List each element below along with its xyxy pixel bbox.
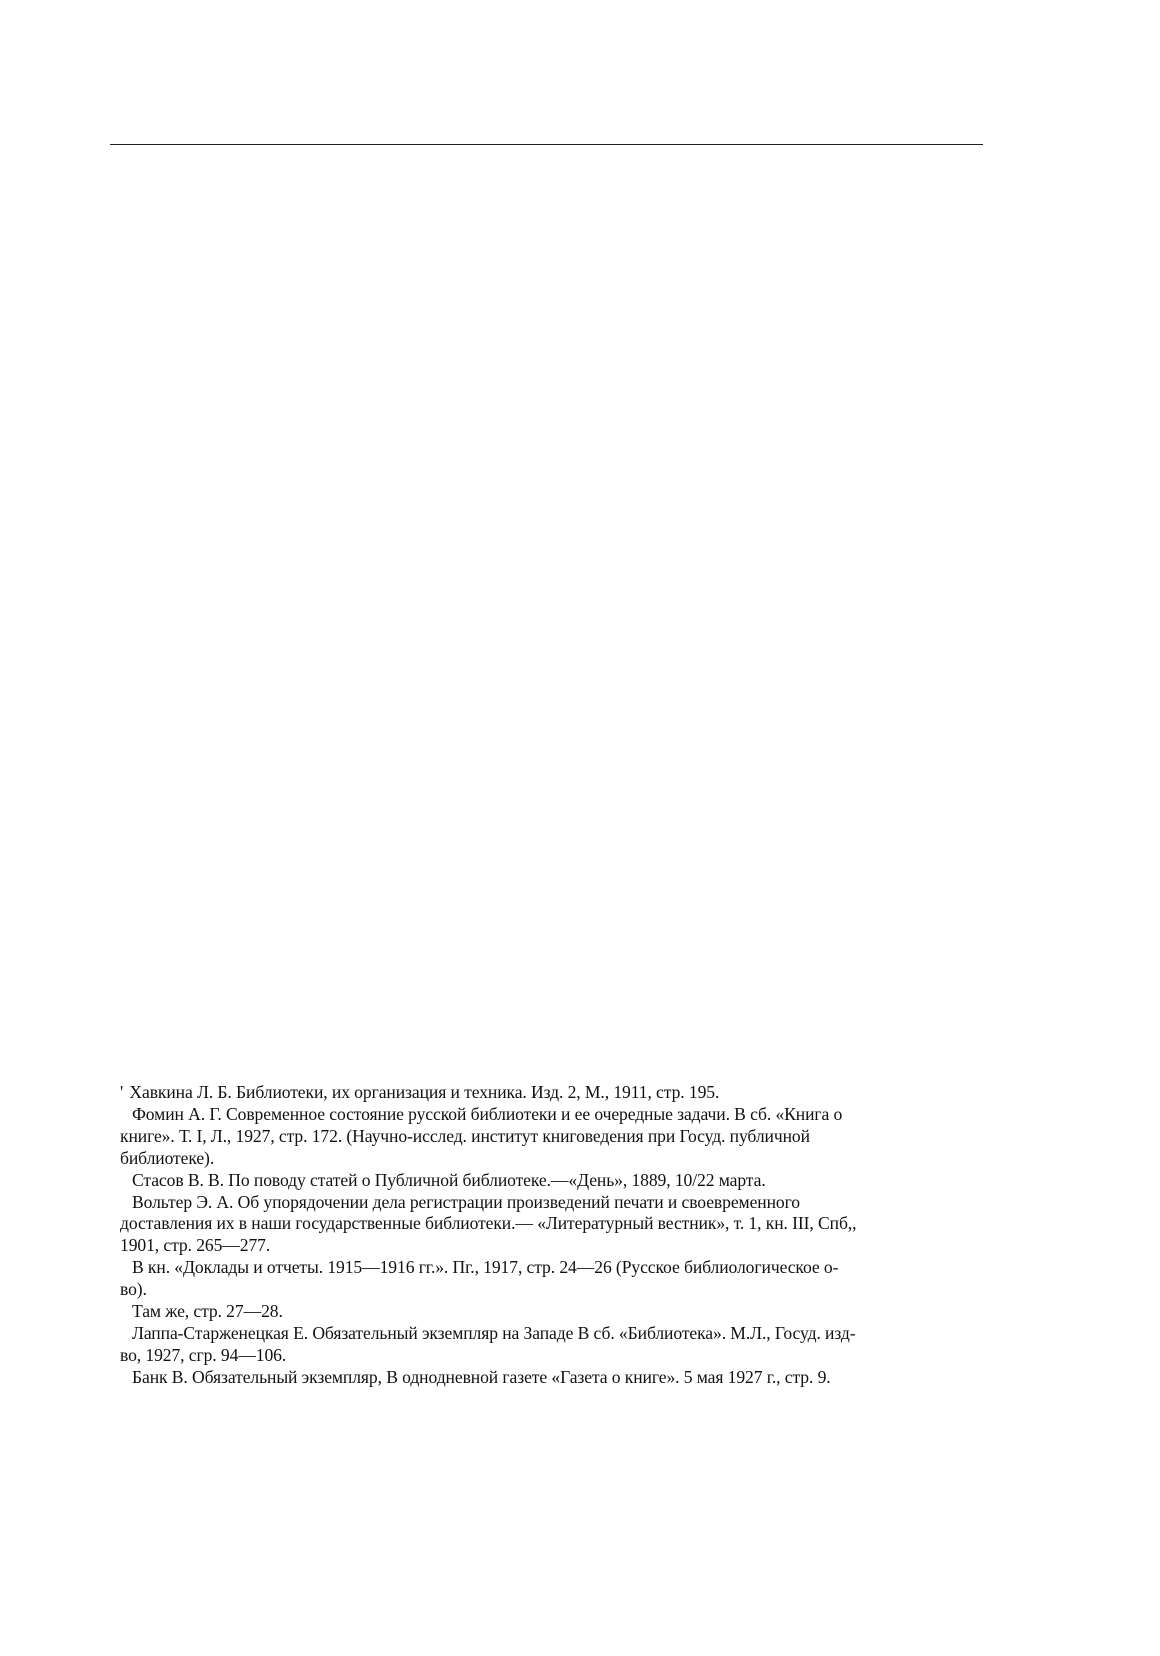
footnote-7 — [120, 1323, 980, 1367]
footnote-6 — [120, 1301, 980, 1323]
footnote-line: Хавкина Л. Б. Библиотеки, их организация и техника. Изд. 2, М., 1911, стр. 195. — [129, 1082, 720, 1102]
footnote-1 — [120, 1082, 980, 1104]
footnote-marker: ' — [120, 1082, 124, 1102]
footnote-line: доставления их в наши государственные библиотеки.— «Литературный вестник», т. 1, кн. III, Спб,, — [120, 1213, 857, 1234]
footnote-line: Лаппа-Старженецкая Е. Обязательный экземпляр на Западе В сб. «Библиотека». М.Л., Госуд. изд- — [132, 1322, 856, 1343]
footnote-5 — [120, 1257, 980, 1301]
footnote-line: во). — [120, 1279, 147, 1300]
footnote-8 — [120, 1367, 980, 1389]
footnote-line: 1901, стр. 265—277. — [120, 1235, 271, 1256]
footnote-2 — [120, 1104, 980, 1170]
footnote-line: Фомин А. Г. Современное состояние русской библиотеки и ее очередные задачи. В сб. «Книга о — [132, 1103, 843, 1124]
footnote-line: Стасов В. В. По поводу статей о Публичной библиотеке.—«День», 1889, 10/22 марта. — [132, 1169, 766, 1190]
footnote-line: Вольтер Э. А. Об упорядочении дела регистрации произведений печати и своевременного — [132, 1191, 800, 1212]
footnote-line: Банк В. Обязательный экземпляр, В однодневной газете «Газета о книге». 5 мая 1927 г., стр. 9. — [132, 1366, 831, 1387]
footnote-line: во, 1927, сгр. 94—106. — [120, 1344, 287, 1365]
footnote-4 — [120, 1192, 980, 1258]
footnote-line: библиотеке). — [120, 1147, 215, 1168]
header-rule — [110, 144, 983, 145]
footnote-line: В кн. «Доклады и отчеты. 1915—1916 гг.». Пг., 1917, стр. 24—26 (Русское библиологическое о- — [132, 1257, 839, 1278]
footnote-line: Там же, стр. 27—28. — [132, 1301, 283, 1322]
footnotes — [120, 1082, 980, 1389]
footnote-line: книге». Т. I, Л., 1927, стр. 172. (Научно-исслед. институт книговедения при Госуд. публичной — [120, 1125, 810, 1146]
footnote-3 — [120, 1170, 980, 1192]
